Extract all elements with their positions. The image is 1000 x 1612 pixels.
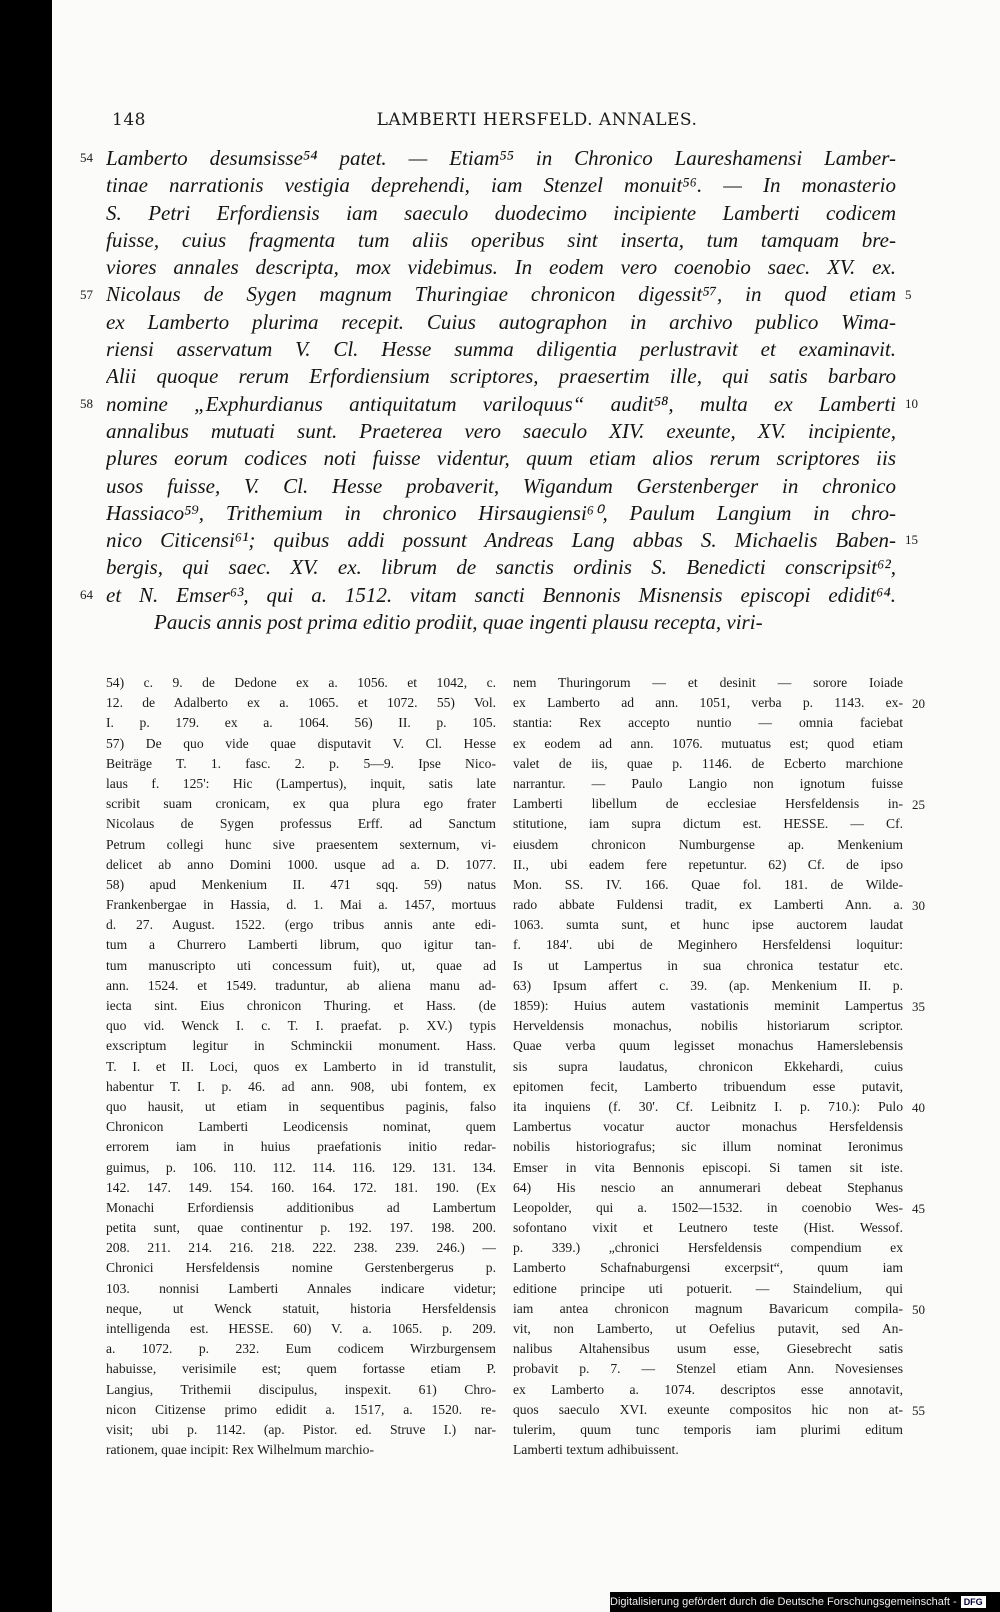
digitization-footer [610, 1592, 1000, 1612]
main-text-line: Lamberto desumsisse⁵⁴ patet. — Etiam⁵⁵ in Chronico Laureshamensi Lamber- [106, 146, 896, 170]
footnote-line: 1063. sumta sunt, et hunc ipse auctorem laudat [513, 917, 903, 933]
footnote-line: p. 339.) „chronici Hersfeldensis compendium ex [513, 1240, 903, 1256]
footnote-line: ex Lamberto ad ann. 1051, verba p. 1143. ex- [513, 695, 903, 711]
left-margin-number: 57 [80, 287, 93, 302]
footer-text: Digitalisierung gefördert durch die Deutsche Forschungsgemeinschaft - [610, 1596, 957, 1608]
footnote-line: ita inquiens (f. 30'. Cf. Leibnitz I. p. 710.): Pulo [513, 1098, 903, 1114]
footnote-line: 63) Ipsum affert c. 39. (ap. Menkenium II. p. [513, 977, 903, 993]
footnotes-right-column [513, 673, 903, 1460]
right-margin-number: 10 [905, 396, 918, 411]
notes-margin-number: 35 [912, 999, 925, 1014]
footnote-line: editione principe uti potuerit. — Staindelium, qui [513, 1280, 903, 1296]
footnote-line: eiusdem chronicon Numburgense ap. Menkenium [513, 836, 903, 852]
dfg-logo: DFG [961, 1596, 986, 1608]
page-number: 148 [112, 110, 146, 130]
footnote-line: a. 1072. p. 232. Eum codicem Wirzburgensem [106, 1341, 496, 1357]
footnote-line: valet de iis, quae p. 1146. de Ecberto marchione [513, 755, 903, 771]
main-text-line: Hassiaco⁵⁹, Trithemium in chronico Hirsaugiensi⁶⁰, Paulum Langium in chro- [106, 500, 896, 525]
footnote-line: errorem iam in huius praefationis initio redar- [106, 1139, 496, 1155]
footnote-line: Lambertus vocatur auctor monachus Hersfeldensis [513, 1119, 903, 1135]
footnote-line: 103. nonnisi Lamberti Annales indicare videtur; [106, 1280, 496, 1296]
notes-margin-number: 45 [912, 1201, 925, 1216]
footnote-line: nobilis historiografus; sic illum nominat Ieronimus [513, 1139, 903, 1155]
main-text-line: bergis, qui saec. XV. ex. librum de sanctis ordinis S. Benedicti conscripsit⁶², [106, 555, 896, 580]
footnote-line: Herveldensis monachus, nobilis historiarum scriptor. [513, 1018, 903, 1034]
footnote-line: ex Lamberto a. 1074. descriptos esse annotavit, [513, 1381, 903, 1397]
footnote-line: Leopolder, qui a. 1502—1532. in coenobio Wes- [513, 1199, 903, 1215]
footnote-line: Petrum collegi hunc sive praesentem sexternum, vi- [106, 836, 496, 852]
footnote-line: Nicolaus de Sygen professus Erff. ad Sanctum [106, 816, 496, 832]
footnote-line: sofontano vixit et Leutnero teste (Hist. Wessof. [513, 1220, 903, 1236]
main-text-line: annalibus mutuati sunt. Praeterea vero saeculo XIV. exeunte, XV. incipiente, [106, 418, 896, 443]
footnote-line: Emser in vita Bennonis episcopi. Si tamen sit iste. [513, 1159, 903, 1175]
main-text-line: S. Petri Erfordiensis iam saeculo duodecimo incipiente Lamberti codicem [106, 200, 896, 225]
footnote-line: 1859): Huius autem vastationis meminit Lampertus [513, 998, 903, 1013]
footnote-line: probavit p. 7. — Stenzel etiam Ann. Novesienses [513, 1361, 903, 1377]
running-title: LAMBERTI HERSFELD. ANNALES. [376, 110, 698, 130]
footnote-line: nicon Citizense primo edidit a. 1517, a. 1520. re- [106, 1401, 496, 1417]
notes-margin-number: 30 [912, 898, 925, 913]
footnote-line: 12. de Adalberto ex a. 1065. et 1072. 55) Vol. [106, 695, 496, 711]
notes-margin-number: 50 [912, 1302, 925, 1317]
footnote-line: laus f. 125': Hic (Lampertus), inquit, satis late [106, 775, 496, 791]
footnotes-left-column [106, 673, 496, 1460]
footnote-line: nalibus Altahensibus usum esse, Giesebrecht satis [513, 1341, 903, 1357]
footnote-line: habuisse, verisimile est; quem fortasse etiam P. [106, 1361, 496, 1377]
left-margin-number: 58 [80, 396, 93, 411]
main-text-line: Paucis annis post prima editio prodiit, quae ingenti plausu recepta, viri- [154, 610, 763, 635]
main-text-line: viores annales descripta, mox videbimus. In eodem vero coenobio saec. XV. ex. [106, 255, 896, 280]
main-text [106, 145, 896, 636]
main-text-line: usos fuisse, V. Cl. Hesse probaverit, Wigandum Gerstenberger in chronico [106, 473, 896, 498]
main-text-line: Nicolaus de Sygen magnum Thuringiae chronicon digessit⁵⁷, in quod etiam [106, 282, 896, 307]
footnote-line: iecta sint. Eius chronicon Thuring. et Hass. (de [106, 998, 496, 1013]
main-text-line: nomine „Exphurdianus antiquitatum variloquus“ audit⁵⁸, multa ex Lamberti [106, 391, 896, 416]
footnote-line: Beiträge T. 1. fasc. 2. p. 5—9. Ipse Nico- [106, 755, 496, 771]
footnote-line: Langius, Trithemii discipulus, inspexit. 61) Chro- [106, 1381, 496, 1397]
footnote-line: Is ut Lampertus in sua chronica testatur etc. [513, 957, 903, 973]
footnote-line: Mon. SS. IV. 166. Quae fol. 181. de Wilde- [513, 876, 903, 892]
main-text-line: fuisse, cuius fragmenta tum aliis operibus sint inserta, tum tamquam bre- [106, 227, 896, 252]
footnote-line: rationem, quae incipit: Rex Wilhelmum marchio- [106, 1442, 374, 1458]
notes-margin-number: 40 [912, 1100, 925, 1115]
footnote-line: delicet ab anno Domini 1000. usque ad a. D. 1077. [106, 856, 496, 872]
footnote-line: exscriptum legitur in Schminckii monument. Hass. [106, 1038, 496, 1054]
footnote-line: Chronicon Lamberti Leodicensis nominat, quem [106, 1119, 496, 1135]
notes-margin-number: 25 [912, 797, 925, 812]
footnote-line: stantia: Rex accepto nuntio — omnia faciebat [513, 715, 903, 731]
footnote-line: guimus, p. 106. 110. 112. 114. 116. 129. 131. 134. [106, 1159, 496, 1175]
right-margin-number: 15 [905, 532, 918, 547]
notes-margin-number: 20 [912, 696, 925, 711]
footnote-line: Lamberti textum adhibuissent. [513, 1442, 679, 1458]
footnote-line: T. I. et II. Loci, quos ex Lamberto in id transtulit, [106, 1058, 496, 1074]
footnote-line: 58) apud Menkenium II. 471 sqq. 59) natus [106, 876, 496, 892]
footnote-line: visit; ubi p. 1142. (ap. Pistor. ed. Struve I.) nar- [106, 1421, 496, 1437]
footnote-line: Lamberti libellum de ecclesiae Hersfeldensis in- [513, 796, 903, 812]
left-margin-number: 64 [80, 587, 93, 602]
footnote-line: tum a Churrero Lamberti librum, quo igitur tan- [106, 937, 496, 953]
main-text-line: tinae narrationis vestigia deprehendi, iam Stenzel monuit⁵⁶. — In monasterio [106, 173, 896, 198]
left-margin-number: 54 [80, 150, 93, 165]
footnote-line: rado abbate Fuldensi tradit, ex Lamberti Ann. a. [513, 897, 903, 913]
footnote-line: scribit suam cronicam, ex qua plura ego frater [106, 796, 496, 812]
footnote-line: petita sunt, quae continentur p. 192. 197. 198. 200. [106, 1220, 496, 1236]
running-header [112, 110, 902, 140]
footnote-line: Chronici Hersfeldensis nomine Gerstenbergerus p. [106, 1260, 496, 1276]
footnote-line: sis supra laudatus, chronicon Ekkehardi, cuius [513, 1058, 903, 1074]
footnote-line: vit, non Lamberto, ut Oefelius putavit, sed An- [513, 1321, 903, 1336]
footnote-line: 54) c. 9. de Dedone ex a. 1056. et 1042, c. [106, 675, 496, 690]
footnote-line: tulerim, quum tunc temporis iam plurimi editum [513, 1421, 903, 1437]
footnote-line: iam antea chronicon magnum Bavaricum compila- [513, 1300, 903, 1316]
footnote-line: stitutione, iam supra dictum est. HESSE. — Cf. [513, 816, 903, 832]
footnote-line: Quae verba quum legisset monachus Hamerslebensis [513, 1038, 903, 1054]
footnote-line: 142. 147. 149. 154. 160. 164. 172. 181. 190. (Ex [106, 1179, 496, 1195]
notes-margin-number: 55 [912, 1403, 925, 1418]
footnote-line: nem Thuringorum — et desinit — sorore Ioiade [513, 675, 903, 690]
main-text-line: Alii quoque rerum Erfordiensium scriptores, praesertim ille, qui satis barbaro [106, 364, 896, 389]
main-text-line: riensi asservatum V. Cl. Hesse summa diligentia perlustravit et examinavit. [106, 337, 896, 362]
footnote-line: Lamberto Schafnaburgensi excerpsit“, quum iam [513, 1260, 903, 1276]
footnote-line: quo vid. Wenck I. c. T. I. praefat. p. XV.) typis [106, 1018, 496, 1034]
footnote-line: I. p. 179. ex a. 1064. 56) II. p. 105. [106, 715, 496, 731]
right-margin-number: 5 [905, 287, 912, 302]
main-text-line: et N. Emser⁶³, qui a. 1512. vitam sancti Bennonis Misnensis episcopi edidit⁶⁴. [106, 582, 896, 607]
footnote-line: ann. 1524. et 1549. traduntur, ab aliena manu ad- [106, 977, 496, 993]
footnote-line: narrantur. — Paulo Langio non ignotum fuisse [513, 775, 903, 791]
footnote-line: 64) His nescio an annumerari debeat Stephanus [513, 1179, 903, 1195]
footnote-line: 57) De quo vide quae disputavit V. Cl. Hesse [106, 735, 496, 751]
main-text-line: ex Lamberto plurima recepit. Cuius autographon in archivo publico Wima- [106, 309, 896, 334]
footnote-line: intelligenda est. HESSE. 60) V. a. 1065. p. 209. [106, 1321, 496, 1336]
footnote-line: quo hausit, ut etiam in sequentibus paginis, falso [106, 1098, 496, 1114]
footnote-line: 208. 211. 214. 216. 218. 222. 238. 239. 246.) — [106, 1240, 496, 1256]
footnote-line: Monachi Erfordiensis additionibus ad Lambertum [106, 1199, 496, 1215]
footnote-line: neque, ut Wenck statuit, historia Hersfeldensis [106, 1300, 496, 1316]
footnote-line: quos saeculo XVI. exeunte compositos hic non at- [513, 1401, 903, 1417]
footnote-line: Frankenbergae in Hassia, d. 1. Mai a. 1457, mortuus [106, 897, 496, 913]
footnote-line: tum manuscripto uti concessum fuit), ut, quae ad [106, 957, 496, 973]
footnote-line: f. 184'. ubi de Meginhero Hersfeldensi loquitur: [513, 937, 903, 953]
footnote-line: ex eodem ad ann. 1076. mutuatus est; quod etiam [513, 735, 903, 751]
main-text-line: plures eorum codices noti fuisse videntur, quum etiam alios rerum scriptores iis [106, 446, 896, 471]
footnote-line: d. 27. August. 1522. (ergo tribus annis ante edi- [106, 917, 496, 933]
main-text-line: nico Citicensi⁶¹; quibus addi possunt Andreas Lang abbas S. Michaelis Baben- [106, 528, 896, 553]
footnote-line: epitomen fecit, Lamberto tribuendum esse putavit, [513, 1078, 903, 1094]
footnote-line: habentur T. I. p. 46. ad ann. 908, ubi fontem, ex [106, 1078, 496, 1094]
footnote-line: II., ubi eadem fere repetuntur. 62) Cf. de ipso [513, 856, 903, 872]
